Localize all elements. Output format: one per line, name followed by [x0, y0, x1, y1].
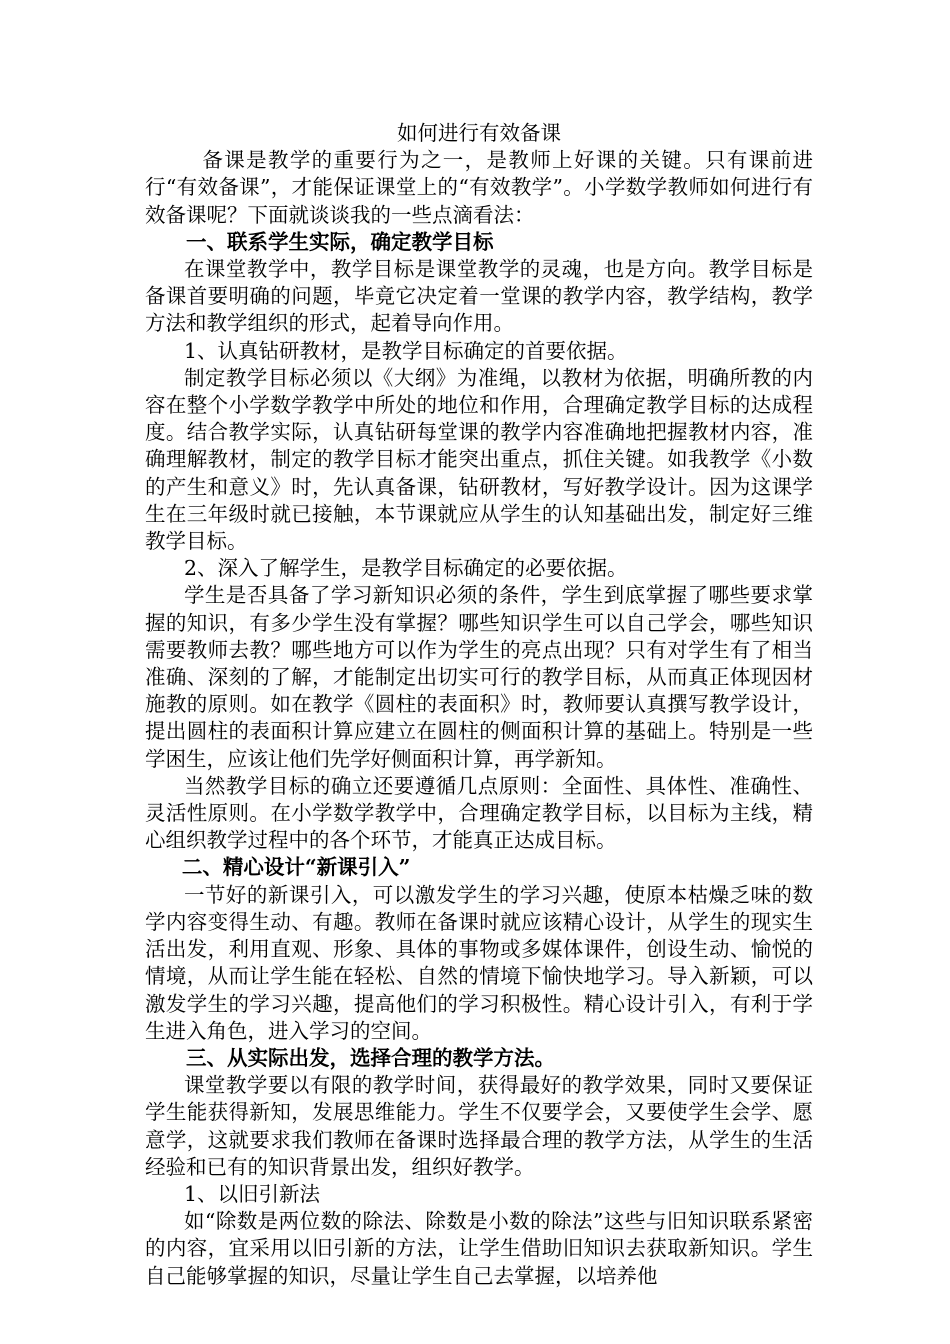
subheading: 2、深入了解学生，是教学目标确定的必要依据。: [183, 556, 628, 581]
section-heading-2: 二、精心设计“新课引入”: [181, 855, 411, 880]
subheading: 1、认真钻研教材，是教学目标确定的首要依据。: [183, 338, 628, 363]
paragraph: 学生是否具备了学习新知识必须的条件，学生到底掌握了哪些要求掌握的知识，有多少学生没有掌握？哪些知识学生可以自己学会，哪些知识需要教师去教？哪些地方可以作为学生的亮点出现？只有对学生有了相当准确、深刻的了解，才能制定出切实可行的教学目标，从而真正体现因材施教的原则。如在教学《圆柱的表面积》时，教师要认真撰写教学设计，提出圆柱的表面积计算应建立在圆柱的侧面积计算的基础上。特别是一些学困生，应该让他们先学好侧面积计算，再学新知。: [145, 583, 813, 771]
document-title: 如何进行有效备课: [397, 121, 561, 145]
paragraph: 制定教学目标必须以《大纲》为准绳，以教材为依据，明确所教的内容在整个小学数学教学中所处的地位和作用，合理确定教学目标的达成程度。结合教学实际，认真钻研每堂课的教学内容准确地把握教材内容，准确理解教材，制定的教学目标才能突出重点，抓住关键。如我教学《小数的产生和意义》时，先认真备课，钻研教材，写好教学设计。因为这课学生在三年级时就已接触，本节课就应从学生的认知基础出发，制定好三维教学目标。: [145, 365, 813, 554]
paragraph-intro: 备课是教学的重要行为之一，是教师上好课的关键。只有课前进行“有效备课”，才能保证课堂上的“有效教学”。小学数学教师如何进行有效备课呢？下面就谈谈我的一些点滴看法：: [145, 148, 813, 227]
document-page: [145, 120, 813, 1290]
paragraph: 一节好的新课引入，可以激发学生的学习兴趣，使原本枯燥乏味的数学内容变得生动、有趣。教师在备课时就应该精心设计，从学生的现实生活出发，利用直观、形象、具体的事物或多媒体课件，创设生动、愉悦的情境，从而让学生能在轻松、自然的情境下愉快地学习。导入新颖，可以激发学生的学习兴趣，提高他们的学习积极性。精心设计引入，有利于学生进入角色，进入学习的空间。: [145, 882, 813, 1043]
paragraph: 课堂教学要以有限的教学时间，获得最好的教学效果，同时又要保证学生能获得新知，发展思维能力。学生不仅要学会，又要使学生会学、愿意学，这就要求我们教师在备课时选择最合理的教学方法，从学生的生活经验和已有的知识背景出发，组织好教学。: [145, 1073, 813, 1179]
paragraph: 在课堂教学中，教学目标是课堂教学的灵魂，也是方向。教学目标是备课首要明确的问题，毕竟它决定着一堂课的教学内容，教学结构，教学方法和教学组织的形式，起着导向作用。: [145, 257, 813, 336]
paragraph: 如“除数是两位数的除法、除数是小数的除法”这些与旧知识联系紧密的内容，宜采用以旧引新的方法，让学生借助旧知识去获取新知识。学生自己能够掌握的知识，尽量让学生自己去掌握，以培养他: [145, 1209, 813, 1288]
paragraph: 当然教学目标的确立还要遵循几点原则：全面性、具体性、准确性、灵活性原则。在小学数学教学中，合理确定教学目标，以目标为主线，精心组织教学过程中的各个环节，才能真正达成目标。: [145, 773, 813, 853]
subheading: 1、以旧引新法: [183, 1181, 320, 1206]
section-heading-3: 三、从实际出发，选择合理的教学方法。: [186, 1045, 555, 1070]
section-heading-1: 一、联系学生实际，确定教学目标: [186, 229, 494, 254]
